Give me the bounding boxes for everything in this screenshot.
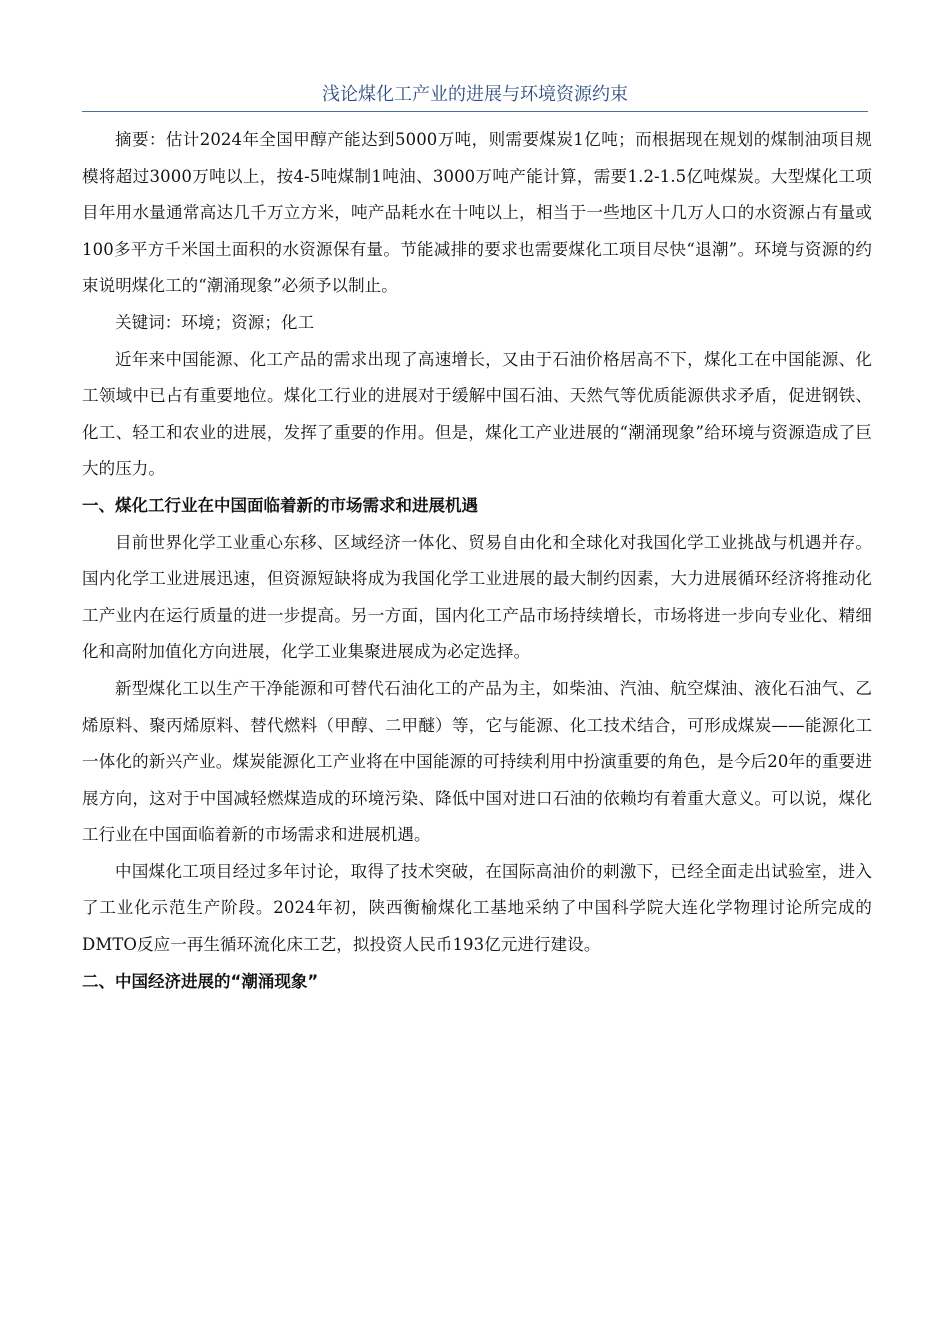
document-body — [82, 122, 872, 1000]
keywords-paragraph: 关键词：环境；资源；化工 — [115, 312, 315, 332]
section-1-paragraph-2: 新型煤化工以生产干净能源和可替代石油化工的产品为主，如柴油、汽油、航空煤油、液化石油气、乙烯原料、聚丙烯原料、替代燃料（甲醇、二甲醚）等，它与能源、化工技术结合，可形成煤炭——能源化工一体化的新兴产业。煤炭能源化工产业将在中国能源的可持续利用中扮演重要的角色，是今后20年的重要进展方向，这对于中国减轻燃煤造成的环境污染、降低中国对进口石油的依赖均有着重大意义。可以说，煤化工行业在中国面临着新的市场需求和进展机遇。 — [82, 678, 872, 845]
section-2-heading: 二、中国经济进展的“潮涌现象” — [82, 971, 319, 991]
page-title: 浅论煤化工产业的进展与环境资源约束 — [322, 84, 628, 105]
section-1-heading: 一、煤化工行业在中国面临着新的市场需求和进展机遇 — [82, 495, 478, 515]
header-divider — [82, 111, 868, 112]
abstract-paragraph: 摘要：估计2024年全国甲醇产能达到5000万吨，则需要煤炭1亿吨；而根据现在规划的煤制油项目规模将超过3000万吨以上，按4-5吨煤制1吨油、3000万吨产能计算，需要1.2-1.5亿吨煤炭。大型煤化工项目年用水量通常高达几千万立方米，吨产品耗水在十吨以上，相当于一些地区十几万人口的水资源占有量或100多平方千米国土面积的水资源保有量。节能减排的要求也需要煤化工项目尽快“退潮”。环境与资源的约束说明煤化工的“潮涌现象”必须予以制止。 — [82, 130, 872, 296]
section-1-paragraph-3: 中国煤化工项目经过多年讨论，取得了技术突破，在国际高油价的刺激下，已经全面走出试验室，进入了工业化示范生产阶段。2024年初，陕西衡榆煤化工基地采纳了中国科学院大连化学物理讨论所完成的DMTO反应一再生循环流化床工艺，拟投资人民币193亿元进行建设。 — [82, 861, 872, 955]
intro-paragraph: 近年来中国能源、化工产品的需求出现了高速增长，又由于石油价格居高不下，煤化工在中国能源、化工领域中已占有重要地位。煤化工行业的进展对于缓解中国石油、天然气等优质能源供求矛盾，促进钢铁、化工、轻工和农业的进展，发挥了重要的作用。但是，煤化工产业进展的“潮涌现象”给环境与资源造成了巨大的压力。 — [82, 349, 872, 479]
section-1-paragraph-1: 目前世界化学工业重心东移、区域经济一体化、贸易自由化和全球化对我国化学工业挑战与机遇并存。国内化学工业进展迅速，但资源短缺将成为我国化学工业进展的最大制约因素，大力进展循环经济将推动化工产业内在运行质量的进一步提高。另一方面，国内化工产品市场持续增长，市场将进一步向专业化、精细化和高附加值化方向进展，化学工业集聚进展成为必定选择。 — [82, 532, 872, 662]
